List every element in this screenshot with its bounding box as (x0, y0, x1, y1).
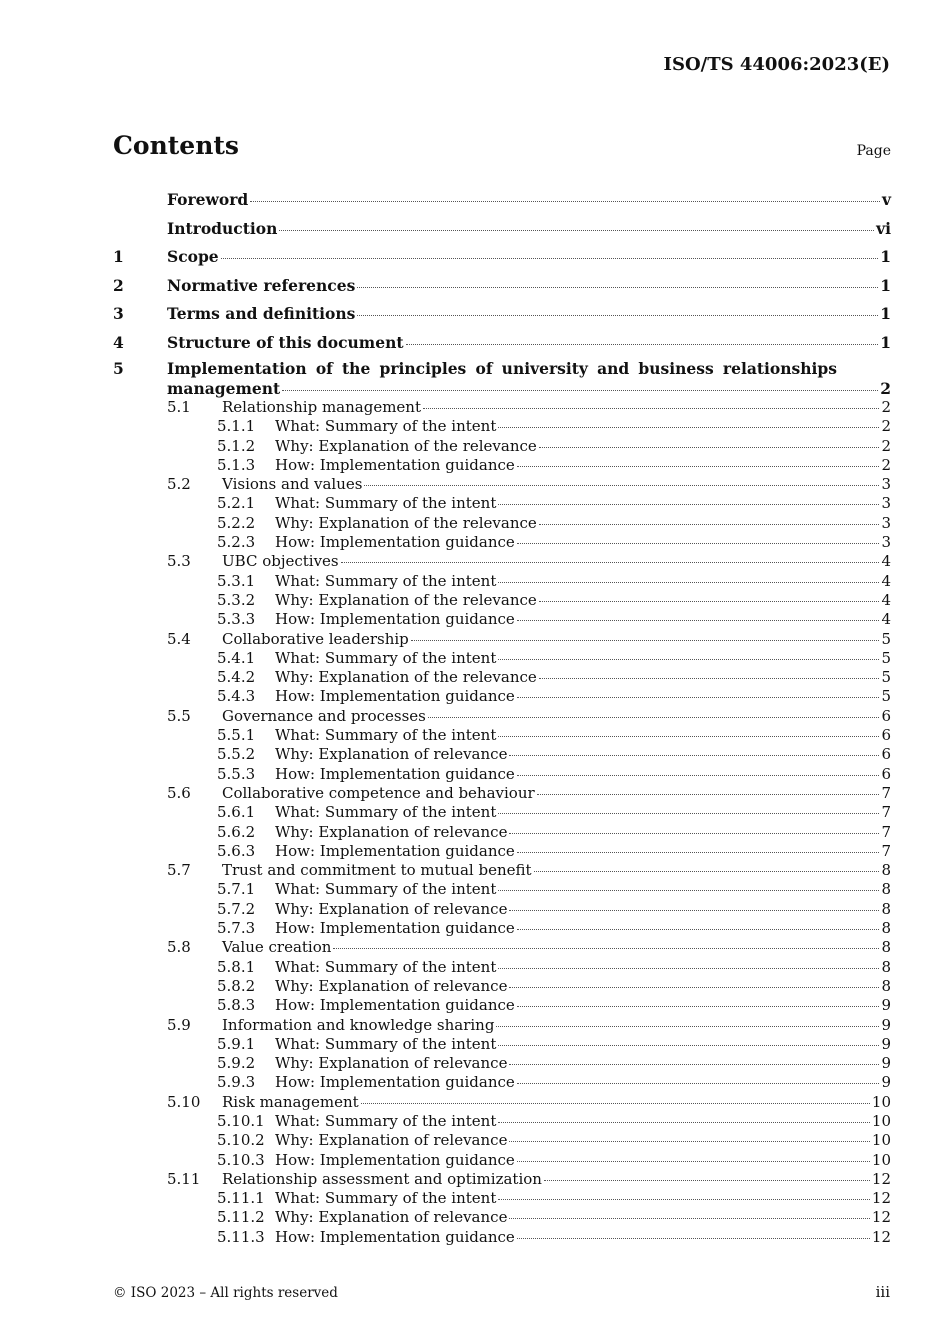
dot-leader (509, 755, 879, 756)
toc-entry-title: How: Implementation guidance (275, 996, 515, 1015)
toc-entry-page: 10 (871, 1150, 891, 1169)
toc-entry[interactable] (113, 977, 891, 996)
toc-entry[interactable] (113, 610, 891, 629)
toc-entry-page: 1 (880, 247, 891, 266)
toc-entry[interactable] (113, 417, 891, 436)
dot-leader (498, 813, 879, 814)
toc-entry-number: 5.7.1 (217, 880, 256, 899)
toc-entry-page: 5 (881, 648, 891, 667)
toc-entry-number: 5.10.1 (217, 1111, 265, 1130)
toc-entry-page: 1 (880, 275, 891, 295)
toc-entry-page: 2 (881, 398, 891, 416)
toc-entry[interactable] (113, 861, 891, 880)
toc-entry[interactable] (113, 591, 891, 610)
dot-leader (406, 344, 879, 345)
toc-entry-number: 5.10 (167, 1092, 201, 1111)
toc-entry-title: Why: Explanation of relevance (275, 899, 508, 918)
toc-entry-title: How: Implementation guidance (275, 841, 515, 860)
toc-entry-title: What: Summary of the intent (275, 571, 497, 590)
toc-entry-page: 8 (881, 976, 891, 995)
toc-entry[interactable] (113, 726, 891, 745)
toc-entry-title: What: Summary of the intent (275, 880, 497, 899)
toc-entry[interactable] (113, 475, 891, 494)
toc-entry-number: 5.1.2 (217, 436, 256, 455)
toc-entry-title: UBC objectives (222, 552, 339, 571)
toc-entry-number: 5.11 (167, 1169, 201, 1188)
dot-leader (361, 1103, 870, 1104)
toc-entry-page: 3 (881, 513, 891, 532)
toc-entry[interactable] (113, 1035, 891, 1054)
toc-entry-title: Value creation (222, 938, 332, 957)
toc-entry[interactable] (113, 272, 891, 301)
toc-entry-page: 12 (871, 1189, 891, 1208)
toc-entry[interactable] (113, 1189, 891, 1208)
toc-entry-title: Terms and definitions (167, 304, 356, 323)
dot-leader (498, 1045, 879, 1046)
toc-entry-page: 10 (871, 1131, 891, 1150)
toc-entry-number: 5.1 (167, 398, 191, 416)
toc-entry-page: 3 (881, 533, 891, 552)
dot-leader (428, 717, 880, 718)
dot-leader (279, 230, 874, 231)
toc-entry-number: 5.2.3 (217, 533, 256, 552)
toc-entry-title: Visions and values (222, 475, 363, 494)
toc-entry-page: 7 (881, 822, 891, 841)
dot-leader (509, 910, 879, 911)
dot-leader (496, 1026, 879, 1027)
toc-entry-title: How: Implementation guidance (275, 687, 515, 706)
dot-leader (282, 390, 878, 391)
toc-entry-title: How: Implementation guidance (275, 1073, 515, 1092)
toc-entry-title: What: Summary of the intent (275, 417, 497, 436)
toc-entry-number: 5.3 (167, 552, 191, 571)
toc-entry-page: 6 (881, 764, 891, 783)
toc-entry[interactable] (113, 842, 891, 861)
dot-leader (498, 968, 879, 969)
toc-entry-title: Risk management (222, 1092, 359, 1111)
toc-entry-title: What: Summary of the intent (275, 957, 497, 976)
toc-entry-number: 5.8.2 (217, 976, 256, 995)
toc-entry-number: 5.9.2 (217, 1054, 256, 1073)
toc-entry-title: Why: Explanation of relevance (275, 822, 508, 841)
toc-entry[interactable] (113, 1016, 891, 1035)
toc-entry[interactable] (113, 215, 891, 244)
toc-entry-page: 9 (881, 1034, 891, 1053)
toc-entry-number: 5.4.3 (217, 687, 256, 706)
toc-entry-page: 4 (881, 590, 891, 609)
toc-entry-title: Collaborative competence and behaviour (222, 783, 535, 802)
toc-entry-page: 5 (881, 687, 891, 706)
toc-entry-title: Why: Explanation of relevance (275, 1054, 508, 1073)
toc-entry-title: Why: Explanation of relevance (275, 976, 508, 995)
toc-entry-title: How: Implementation guidance (275, 455, 515, 474)
toc-entry-number: 5.3.2 (217, 590, 256, 609)
toc-entry-number: 5.5.2 (217, 745, 256, 764)
toc-entry-page: vi (876, 218, 891, 238)
toc-entry[interactable] (113, 494, 891, 513)
toc-entry-number: 5.1.3 (217, 455, 256, 474)
toc-entry-title: How: Implementation guidance (275, 764, 515, 783)
toc-entry-number: 1 (113, 247, 124, 266)
toc-entry-page: 12 (871, 1208, 891, 1227)
toc-entry[interactable] (113, 900, 891, 919)
toc-entry[interactable] (113, 784, 891, 803)
toc-entry-title: Why: Explanation of relevance (275, 1131, 508, 1150)
toc-entry-title: Why: Explanation of the relevance (275, 513, 537, 532)
toc-entry-page: 9 (881, 996, 891, 1015)
dot-leader (341, 562, 880, 563)
dot-leader (221, 258, 879, 259)
toc-entry-number: 5.3.3 (217, 610, 256, 629)
dot-leader (498, 504, 879, 505)
toc-entry-page: 4 (881, 552, 891, 571)
toc-entry-page: 8 (881, 938, 891, 957)
toc-entry[interactable] (113, 1170, 891, 1189)
dot-leader (517, 697, 880, 698)
toc-entry-title: Why: Explanation of relevance (275, 1208, 508, 1227)
toc-entry-page: 9 (881, 1015, 891, 1034)
dot-leader (509, 987, 879, 988)
page-number: iii (875, 1283, 890, 1301)
toc-entry-title: What: Summary of the intent (275, 726, 497, 745)
toc-entry-number: 5.10.3 (217, 1150, 265, 1169)
document-id: ISO/TS 44006:2023(E) (663, 54, 890, 75)
toc-entry-number: 5.5.3 (217, 764, 256, 783)
toc-entry[interactable] (113, 243, 891, 272)
toc-entry[interactable] (113, 687, 891, 706)
toc-entry[interactable] (113, 938, 891, 957)
toc-entry-title: Relationship management (222, 398, 421, 416)
toc-entry[interactable] (113, 1054, 891, 1073)
toc-entry-title-continued: management (167, 379, 281, 398)
toc-entry-number: 5.4 (167, 629, 191, 648)
toc-entry[interactable] (113, 880, 891, 899)
toc-entry-page: 2 (881, 455, 891, 474)
toc-entry-title: Why: Explanation of the relevance (275, 590, 537, 609)
toc-entry-number: 5.4.1 (217, 648, 256, 667)
toc-entry-page: 10 (871, 1092, 891, 1111)
toc-entry-page: 8 (881, 957, 891, 976)
dot-leader (423, 408, 879, 409)
dot-leader (250, 201, 880, 202)
toc-entry[interactable] (113, 300, 891, 329)
dot-leader (498, 890, 879, 891)
dot-leader (517, 775, 880, 776)
toc-entry-title: Scope (167, 247, 219, 266)
toc-entry[interactable] (113, 958, 891, 977)
toc-entry-page: 9 (881, 1073, 891, 1092)
toc-entry-number: 5.4.2 (217, 668, 256, 687)
toc-entry-page: 6 (881, 706, 891, 725)
dot-leader (411, 640, 880, 641)
toc-entry[interactable] (113, 533, 891, 552)
toc-entry-page: 12 (871, 1169, 891, 1188)
toc-entry-title: Relationship assessment and optimization (222, 1169, 542, 1188)
toc-entry-number: 5.8 (167, 938, 191, 957)
dot-leader (498, 582, 879, 583)
toc-entry-number: 2 (113, 275, 124, 295)
toc-entry-title: Collaborative leadership (222, 629, 409, 648)
toc-entry-number: 5.9.3 (217, 1073, 256, 1092)
toc-entry[interactable] (113, 1073, 891, 1092)
toc-entry-page: 4 (881, 571, 891, 590)
toc-entry-number: 5.11.3 (217, 1227, 265, 1246)
toc-entry-page: 9 (881, 1054, 891, 1073)
dot-leader (509, 1064, 879, 1065)
toc-entry[interactable] (113, 359, 891, 398)
toc-entry-page: 8 (881, 880, 891, 899)
toc-entry-number: 5 (113, 359, 124, 378)
toc-entry-page: 1 (880, 332, 891, 352)
toc-entry-number: 5.2.2 (217, 513, 256, 532)
toc-entry[interactable] (113, 996, 891, 1015)
toc-entry-title: Why: Explanation of the relevance (275, 436, 537, 455)
dot-leader (357, 315, 878, 316)
toc-entry[interactable] (113, 668, 891, 687)
dot-leader (517, 852, 880, 853)
dot-leader (509, 833, 879, 834)
toc-entry-number: 5.2 (167, 475, 191, 494)
toc-entry[interactable] (113, 630, 891, 649)
page-column-label: Page (856, 143, 891, 159)
toc-entry-page: 4 (881, 610, 891, 629)
toc-entry-page: 6 (881, 745, 891, 764)
toc-entry-page: 8 (881, 861, 891, 880)
toc-entry-title: Normative references (167, 275, 356, 295)
copyright-notice: © ISO 2023 – All rights reserved (113, 1285, 338, 1301)
toc-entry-number: 3 (113, 304, 124, 323)
toc-entry-title: What: Summary of the intent (275, 648, 497, 667)
toc-entry[interactable] (113, 329, 891, 358)
dot-leader (498, 427, 879, 428)
toc-entry[interactable] (113, 456, 891, 475)
page-title: Contents (113, 131, 240, 160)
dot-leader (539, 678, 880, 679)
toc-entry[interactable] (113, 1112, 891, 1131)
dot-leader (537, 794, 880, 795)
dot-leader (539, 524, 880, 525)
toc-entry-number: 5.8.3 (217, 996, 256, 1015)
toc-entry[interactable] (113, 186, 891, 215)
toc-entry-title: How: Implementation guidance (275, 1150, 515, 1169)
toc-entry-number: 5.7 (167, 861, 191, 880)
toc-entry-title: Why: Explanation of the relevance (275, 668, 537, 687)
toc-entry-number: 5.11.1 (217, 1189, 265, 1208)
toc-entry[interactable] (113, 398, 891, 417)
toc-entry-title: What: Summary of the intent (275, 803, 497, 822)
dot-leader (364, 485, 879, 486)
dot-leader (509, 1141, 869, 1142)
dot-leader (498, 1199, 870, 1200)
toc-entry-number: 5.6.2 (217, 822, 256, 841)
toc-entry-number: 5.5 (167, 706, 191, 725)
dot-leader (544, 1180, 870, 1181)
table-of-contents (113, 186, 891, 1247)
toc-entry-page: 7 (881, 841, 891, 860)
dot-leader (517, 543, 880, 544)
dot-leader (539, 601, 880, 602)
toc-entry-title: How: Implementation guidance (275, 1227, 515, 1246)
toc-entry-page: 6 (881, 726, 891, 745)
toc-entry-title: Information and knowledge sharing (222, 1015, 495, 1034)
dot-leader (517, 466, 880, 467)
toc-entry[interactable] (113, 823, 891, 842)
dot-leader (534, 871, 880, 872)
toc-entry-number: 5.9.1 (217, 1034, 256, 1053)
toc-entry-title: Governance and processes (222, 706, 426, 725)
dot-leader (517, 620, 880, 621)
toc-entry[interactable] (113, 1208, 891, 1227)
toc-entry[interactable] (113, 707, 891, 726)
toc-entry-number: 5.11.2 (217, 1208, 265, 1227)
toc-entry-title: What: Summary of the intent (275, 1111, 497, 1130)
toc-entry[interactable] (113, 1131, 891, 1150)
toc-entry[interactable] (113, 1093, 891, 1112)
toc-entry-number: 5.9 (167, 1015, 191, 1034)
toc-entry-page: 3 (881, 475, 891, 494)
dot-leader (498, 659, 879, 660)
toc-entry-page: 3 (881, 494, 891, 513)
toc-entry-title: Structure of this document (167, 332, 404, 352)
toc-entry[interactable] (113, 745, 891, 764)
toc-entry-title: What: Summary of the intent (275, 1189, 497, 1208)
toc-entry-title: How: Implementation guidance (275, 610, 515, 629)
toc-entry-title: What: Summary of the intent (275, 1034, 497, 1053)
toc-entry-page: 2 (881, 417, 891, 436)
toc-entry-number: 5.3.1 (217, 571, 256, 590)
toc-entry-page: 12 (871, 1227, 891, 1246)
toc-entry-page: 10 (871, 1111, 891, 1130)
dot-leader (517, 929, 880, 930)
toc-entry-page: 1 (880, 304, 891, 323)
toc-entry-page: 8 (881, 919, 891, 938)
toc-entry-number: 4 (113, 332, 124, 352)
toc-entry-number: 5.6 (167, 783, 191, 802)
toc-entry[interactable] (113, 514, 891, 533)
toc-entry-title: How: Implementation guidance (275, 919, 515, 938)
toc-entry-title: How: Implementation guidance (275, 533, 515, 552)
dot-leader (509, 1218, 869, 1219)
toc-entry-page: v (881, 190, 891, 209)
toc-entry-title: What: Summary of the intent (275, 494, 497, 513)
toc-entry[interactable] (113, 765, 891, 784)
dot-leader (517, 1083, 880, 1084)
dot-leader (517, 1006, 880, 1007)
toc-entry[interactable] (113, 1228, 891, 1247)
toc-entry-page: 5 (881, 668, 891, 687)
toc-entry-number: 5.6.3 (217, 841, 256, 860)
toc-entry[interactable] (113, 437, 891, 456)
toc-entry-title: Introduction (167, 218, 278, 238)
toc-entry-number: 5.5.1 (217, 726, 256, 745)
dot-leader (498, 736, 879, 737)
toc-entry[interactable] (113, 572, 891, 591)
toc-entry-title: Foreword (167, 190, 249, 209)
toc-entry-page: 5 (881, 629, 891, 648)
toc-entry-number: 5.6.1 (217, 803, 256, 822)
toc-entry-page: 7 (881, 803, 891, 822)
toc-entry[interactable] (113, 552, 891, 571)
toc-entry-number: 5.10.2 (217, 1131, 265, 1150)
toc-entry-page: 2 (880, 379, 891, 398)
toc-entry-page: 2 (881, 436, 891, 455)
toc-entry[interactable] (113, 919, 891, 938)
dot-leader (539, 447, 880, 448)
toc-entry-number: 5.7.3 (217, 919, 256, 938)
toc-entry[interactable] (113, 1151, 891, 1170)
dot-leader (498, 1122, 870, 1123)
toc-entry-page: 7 (881, 783, 891, 802)
toc-entry-number: 5.8.1 (217, 957, 256, 976)
toc-entry-number: 5.2.1 (217, 494, 256, 513)
toc-entry[interactable] (113, 803, 891, 822)
dot-leader (517, 1238, 870, 1239)
dot-leader (357, 287, 878, 288)
dot-leader (517, 1161, 870, 1162)
toc-entry-title: Implementation of the principles of university and business relationships (167, 359, 837, 378)
dot-leader (333, 948, 879, 949)
toc-entry-title: Why: Explanation of relevance (275, 745, 508, 764)
toc-entry-title: Trust and commitment to mutual benefit (222, 861, 532, 880)
toc-entry[interactable] (113, 649, 891, 668)
toc-entry-number: 5.7.2 (217, 899, 256, 918)
toc-entry-page: 8 (881, 899, 891, 918)
toc-entry-number: 5.1.1 (217, 417, 256, 436)
